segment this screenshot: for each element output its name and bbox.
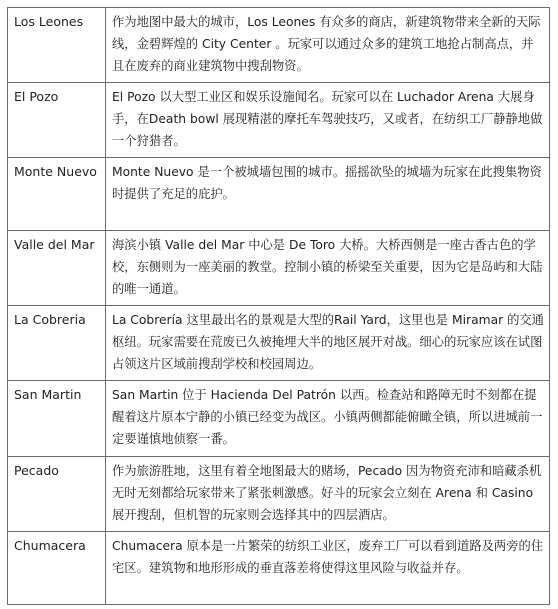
table-row xyxy=(8,381,550,457)
location-name: San Martin xyxy=(8,381,106,457)
location-name: Pecado xyxy=(8,457,106,532)
location-table xyxy=(7,7,550,605)
location-name: Valle del Mar xyxy=(8,231,106,306)
table-row xyxy=(8,8,550,83)
table-row xyxy=(8,306,550,381)
table-row xyxy=(8,457,550,532)
location-description: 作为旅游胜地，这里有着全地图最大的赌场，Pecado 因为物资充沛和暗藏杀机无时无刻都给玩家带来了紧张刺激感。好斗的玩家会立刻在 Arena 和 Casino 展开搜刮，但机智的玩家则会选择其中的四层酒店。 xyxy=(106,457,550,532)
location-name: Chumacera xyxy=(8,532,106,605)
location-name: Monte Nuevo xyxy=(8,158,106,231)
table-row xyxy=(8,532,550,605)
table-row xyxy=(8,231,550,306)
table-row xyxy=(8,158,550,231)
location-description: La Cobrería 这里最出名的景观是大型的Rail Yard，这里也是 Miramar 的交通枢纽。玩家需要在荒废已久被掩埋大半的地区展开对战。细心的玩家应该在试图占领这片区域前搜刮学校和校园周边。 xyxy=(106,306,550,381)
location-name: Los Leones xyxy=(8,8,106,83)
location-description: El Pozo 以大型工业区和娱乐设施闻名。玩家可以在 Luchador Arena 大展身手，在Death bowl 展现精湛的摩托车驾驶技巧，又或者，在纺织工厂静静地做一个狩猎者。 xyxy=(106,83,550,158)
location-description: 海滨小镇 Valle del Mar 中心是 De Toro 大桥。大桥西侧是一座古香古色的学校，东侧则为一座美丽的教堂。控制小镇的桥梁至关重要，因为它是岛屿和大陆的唯一通道。 xyxy=(106,231,550,306)
location-name: La Cobreria xyxy=(8,306,106,381)
table-row xyxy=(8,83,550,158)
location-description: Monte Nuevo 是一个被城墙包围的城市。摇摇欲坠的城墙为玩家在此搜集物资时提供了充足的庇护。 xyxy=(106,158,550,231)
location-description: Chumacera 原本是一片繁荣的纺织工业区，废弃工厂可以看到道路及两旁的住宅区。建筑物和地形形成的垂直落差将使得这里风险与收益并存。 xyxy=(106,532,550,605)
location-name: El Pozo xyxy=(8,83,106,158)
location-description: 作为地图中最大的城市，Los Leones 有众多的商店，新建筑物带来全新的天际线，金碧辉煌的 City Center 。玩家可以通过众多的建筑工地抢占制高点，并且在废弃的商业建筑物中搜刮物资。 xyxy=(106,8,550,83)
location-description: San Martin 位于 Hacienda Del Patrón 以西。检查站和路障无时不刻都在提醒着这片原本宁静的小镇已经变为战区。小镇两侧都能俯瞰全镇，所以进城前一定要谨慎地侦察一番。 xyxy=(106,381,550,457)
